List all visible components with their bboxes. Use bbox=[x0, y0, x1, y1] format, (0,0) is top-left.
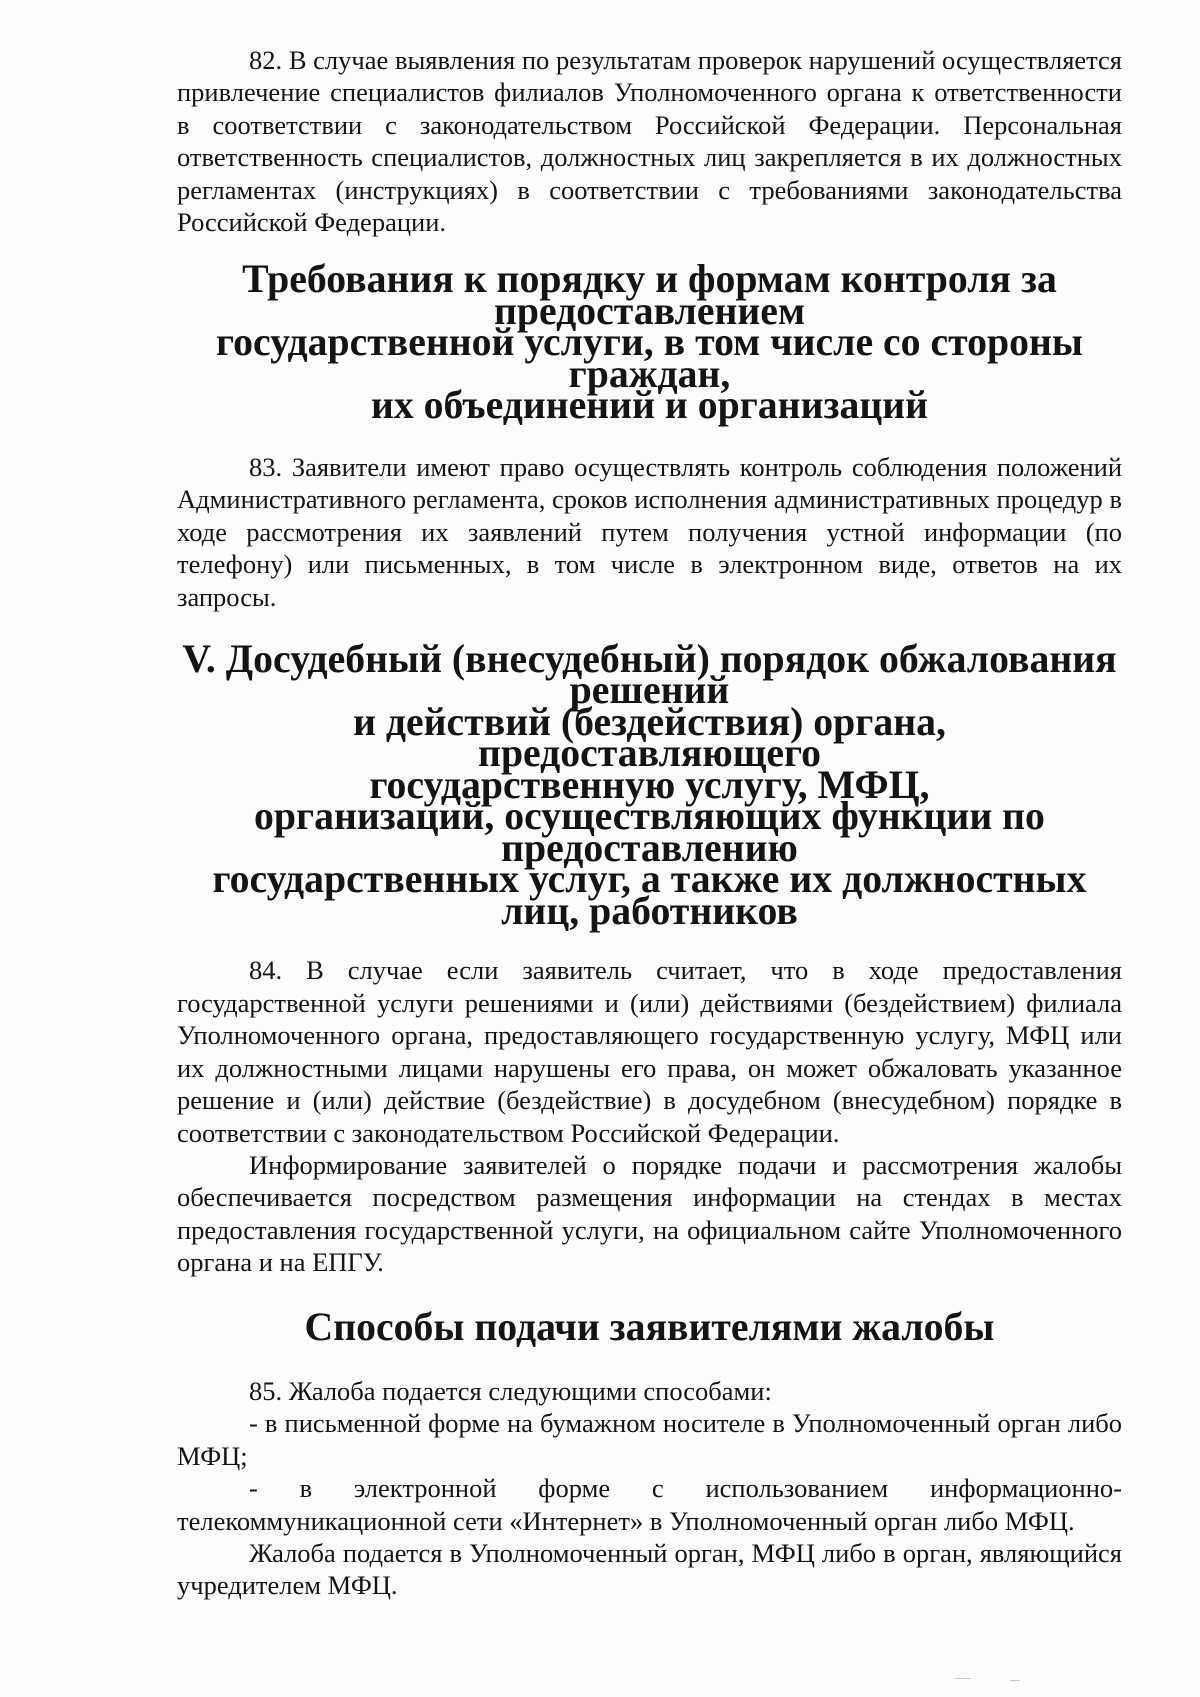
heading-section-v bbox=[177, 636, 1122, 933]
scan-artifact bbox=[1010, 1680, 1020, 1681]
heading-line: их объединений и организаций bbox=[370, 383, 929, 428]
document-body bbox=[177, 44, 1122, 1602]
paragraph-83: 83. Заявители имеют право осуществлять контроль соблюдения положений Административного регламента, сроков исполнения административных процедур в ходе рассмотрения их заявлений путем получения устной информации (по телефону) или письменных, в том числе в электронном виде, ответов на их запросы. bbox=[177, 451, 1122, 612]
heading-line: Требования к порядку и формам контроля за предоставлением bbox=[242, 257, 1057, 333]
paragraph-84-information: Информирование заявителей о порядке подачи и рассмотрения жалобы обеспечивается посредством размещения информации на стендах в местах предоставления государственной услуги, на официальном сайте Уполномоченного органа и на ЕПГУ. bbox=[177, 1149, 1122, 1278]
heading-line: V. Досудебный (внесудебный) порядок обжалования решений bbox=[182, 636, 1117, 713]
heading-complaint-methods: Способы подачи заявителями жалобы bbox=[304, 1304, 995, 1349]
heading-line: и действий (бездействия) органа, предоставляющего bbox=[353, 699, 946, 776]
heading-line: организаций, осуществляющих функции по предоставлению bbox=[254, 794, 1045, 870]
paragraph-85-final: Жалоба подается в Уполномоченный орган, МФЦ либо в орган, являющийся учредителем МФЦ. bbox=[177, 1538, 1122, 1601]
scan-artifact bbox=[955, 1678, 971, 1679]
paragraph-84: 84. В случае если заявитель считает, что в ходе предоставления государственной услуги решениями и (или) действиями (бездействием) филиала Уполномоченного органа, предоставляющего государственную услугу, МФЦ или их должностными лицами нарушены его права, он может обжаловать указанное решение и (или) действие (бездействие) в досудебном (внесудебном) порядке в соответствии с законодательством Российской Федерации. bbox=[177, 955, 1122, 1148]
paragraph-85-item-electronic: - в электронной форме с использованием информационно-телекоммуникационной сети «Интернет» в Уполномоченный орган либо МФЦ. bbox=[177, 1473, 1122, 1536]
paragraph-82: 82. В случае выявления по результатам проверок нарушений осуществляется привлечение специалистов филиалов Уполномоченного органа к ответственности в соответствии с законодательством Российской Федерации. Персональная ответственность специалистов, должностных лиц закрепляется в их должностных регламентах (инструкциях) в соответствии с требованиями законодательства Российской Федерации. bbox=[177, 45, 1122, 238]
heading-line: государственных услуг, а также их должностных лиц, работников bbox=[212, 857, 1087, 933]
paragraph-85-item-paper: - в письменной форме на бумажном носителе в Уполномоченный орган либо МФЦ; bbox=[177, 1408, 1122, 1471]
paragraph-85: 85. Жалоба подается следующими способами: bbox=[249, 1376, 772, 1407]
heading-control-requirements bbox=[177, 257, 1122, 428]
heading-line: государственную услугу, МФЦ, bbox=[369, 762, 930, 807]
heading-line: государственной услуги, в том числе со стороны граждан, bbox=[216, 320, 1083, 396]
